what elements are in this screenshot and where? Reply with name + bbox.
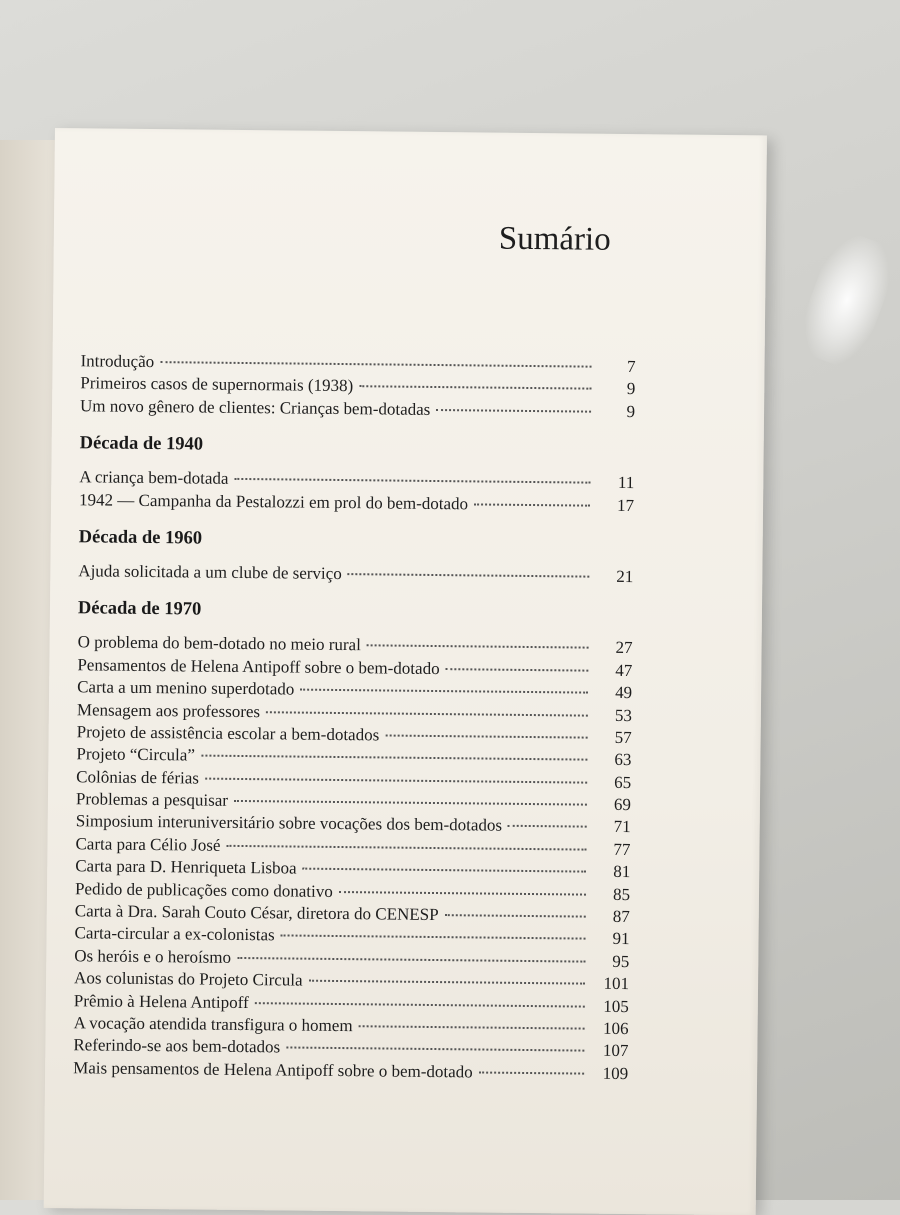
page-title: Sumário — [498, 220, 611, 258]
dot-leader — [281, 935, 586, 940]
dot-leader — [367, 645, 589, 649]
dot-leader — [348, 573, 590, 578]
toc-entry-page-number: 7 — [626, 357, 636, 377]
dot-leader — [201, 755, 587, 761]
dot-leader — [266, 711, 588, 716]
dot-leader — [205, 777, 587, 783]
dot-leader — [479, 1071, 584, 1074]
dot-leader — [445, 914, 586, 917]
toc-entry-page-number: 85 — [612, 884, 631, 904]
toc-entry-page-number: 81 — [613, 862, 631, 882]
section-entries — [73, 632, 633, 1086]
toc-entry-page-number: 21 — [616, 566, 634, 587]
toc-entry — [79, 489, 634, 517]
dot-leader — [226, 845, 586, 851]
table-of-contents — [73, 350, 636, 1093]
toc-entry-title: Projeto de assistência escolar a bem-dotados — [76, 722, 380, 745]
toc-entry-title: Um novo gênero de clientes: Crianças bem-dotadas — [79, 396, 431, 419]
dot-leader — [300, 689, 588, 694]
toc-entry-page-number: 63 — [614, 750, 632, 770]
section-heading: Década de 1960 — [78, 527, 203, 549]
toc-entry-title: Simposium interuniversitário sobre vocações dos bem-dotados — [75, 811, 503, 836]
dot-leader — [234, 800, 587, 806]
toc-entry — [78, 560, 633, 588]
toc-entry-page-number: 49 — [615, 683, 633, 703]
dot-leader — [255, 1002, 585, 1007]
dot-leader — [359, 1025, 585, 1029]
section-entries — [79, 466, 634, 517]
toc-entry-title: Pensamentos de Helena Antipoff sobre o bem-dotado — [77, 654, 440, 678]
toc-entry — [80, 395, 635, 423]
toc-entry-title: Prêmio à Helena Antipoff — [73, 990, 249, 1012]
toc-entry-title: Carta para Célio José — [75, 834, 221, 855]
toc-entry-page-number: 11 — [617, 473, 635, 493]
toc-entry-page-number: 106 — [603, 1018, 629, 1039]
toc-entry-page-number: 17 — [616, 495, 635, 515]
toc-entry-title: Os heróis e o heroísmo — [74, 946, 232, 967]
light-glare — [792, 227, 900, 373]
section-heading: Década de 1970 — [77, 598, 202, 620]
dot-leader — [446, 668, 589, 671]
dot-leader — [303, 868, 587, 873]
toc-entry-title: A criança bem-dotada — [79, 467, 229, 489]
dot-leader — [339, 891, 586, 896]
dot-leader — [309, 980, 585, 985]
toc-entry-page-number: 65 — [614, 772, 632, 792]
intro-group — [80, 350, 636, 423]
section-entries — [78, 560, 633, 588]
toc-entry-page-number: 91 — [612, 929, 630, 949]
toc-entry-title: Projeto “Circula” — [76, 744, 196, 765]
toc-entry-page-number: 57 — [614, 727, 632, 747]
toc-entry-title: Carta à Dra. Sarah Couto César, diretora do CENESP — [74, 901, 439, 925]
toc-entry — [73, 1057, 628, 1085]
toc-entry-title: Colônias de férias — [76, 766, 200, 788]
toc-entry-page-number: 101 — [603, 973, 630, 994]
toc-entry-page-number: 71 — [613, 817, 631, 837]
toc-entry-title: Ajuda solicitada a um clube de serviço — [78, 561, 342, 583]
toc-entry-title: Referindo-se aos bem-dotados — [73, 1035, 281, 1057]
dot-leader — [508, 825, 587, 828]
toc-entry-title: Introdução — [80, 351, 155, 372]
toc-entry-page-number: 105 — [603, 996, 629, 1016]
toc-entry-title: Problemas a pesquisar — [75, 789, 229, 810]
book-page — [44, 128, 767, 1215]
toc-entry-title: Aos colunistas do Projeto Circula — [74, 968, 303, 990]
toc-entry-page-number: 27 — [615, 638, 633, 658]
toc-entry-title: Mensagem aos professores — [76, 699, 261, 721]
dot-leader — [286, 1047, 584, 1052]
toc-entry-title: Carta-circular a ex-colonistas — [74, 923, 275, 945]
toc-entry-title: O problema do bem-dotado no meio rural — [77, 632, 361, 655]
toc-entry-title: 1942 — Campanha da Pestalozzi em prol do bem-dotado — [79, 489, 469, 513]
dot-leader — [436, 409, 591, 413]
dot-leader — [160, 361, 591, 368]
dot-leader — [237, 957, 585, 963]
toc-entry-page-number: 77 — [613, 839, 631, 859]
toc-entry-page-number: 53 — [614, 705, 632, 725]
toc-entry-page-number: 9 — [626, 379, 636, 399]
toc-entry-page-number: 87 — [612, 906, 630, 927]
toc-entry-page-number: 109 — [602, 1063, 629, 1083]
dot-leader — [474, 503, 590, 506]
dot-leader — [359, 386, 591, 390]
toc-entry-title: Mais pensamentos de Helena Antipoff sobre o bem-dotado — [73, 1058, 473, 1082]
dot-leader — [385, 734, 587, 738]
toc-entry-page-number: 47 — [615, 660, 633, 680]
toc-entry-page-number: 69 — [613, 794, 632, 815]
toc-entry-page-number: 107 — [602, 1041, 629, 1061]
toc-entry-page-number: 9 — [626, 401, 636, 421]
toc-entry-title: Primeiros casos de supernormais (1938) — [80, 373, 354, 396]
toc-entry-title: Carta para D. Henriqueta Lisboa — [75, 856, 297, 878]
toc-entry-title: A vocação atendida transfigura o homem — [73, 1013, 353, 1036]
dot-leader — [234, 478, 590, 484]
section-heading: Década de 1940 — [79, 433, 204, 455]
toc-entry-title: Pedido de publicações como donativo — [74, 878, 333, 901]
toc-entry-page-number: 95 — [612, 951, 630, 971]
toc-entry-title: Carta a um menino superdotado — [77, 677, 295, 699]
